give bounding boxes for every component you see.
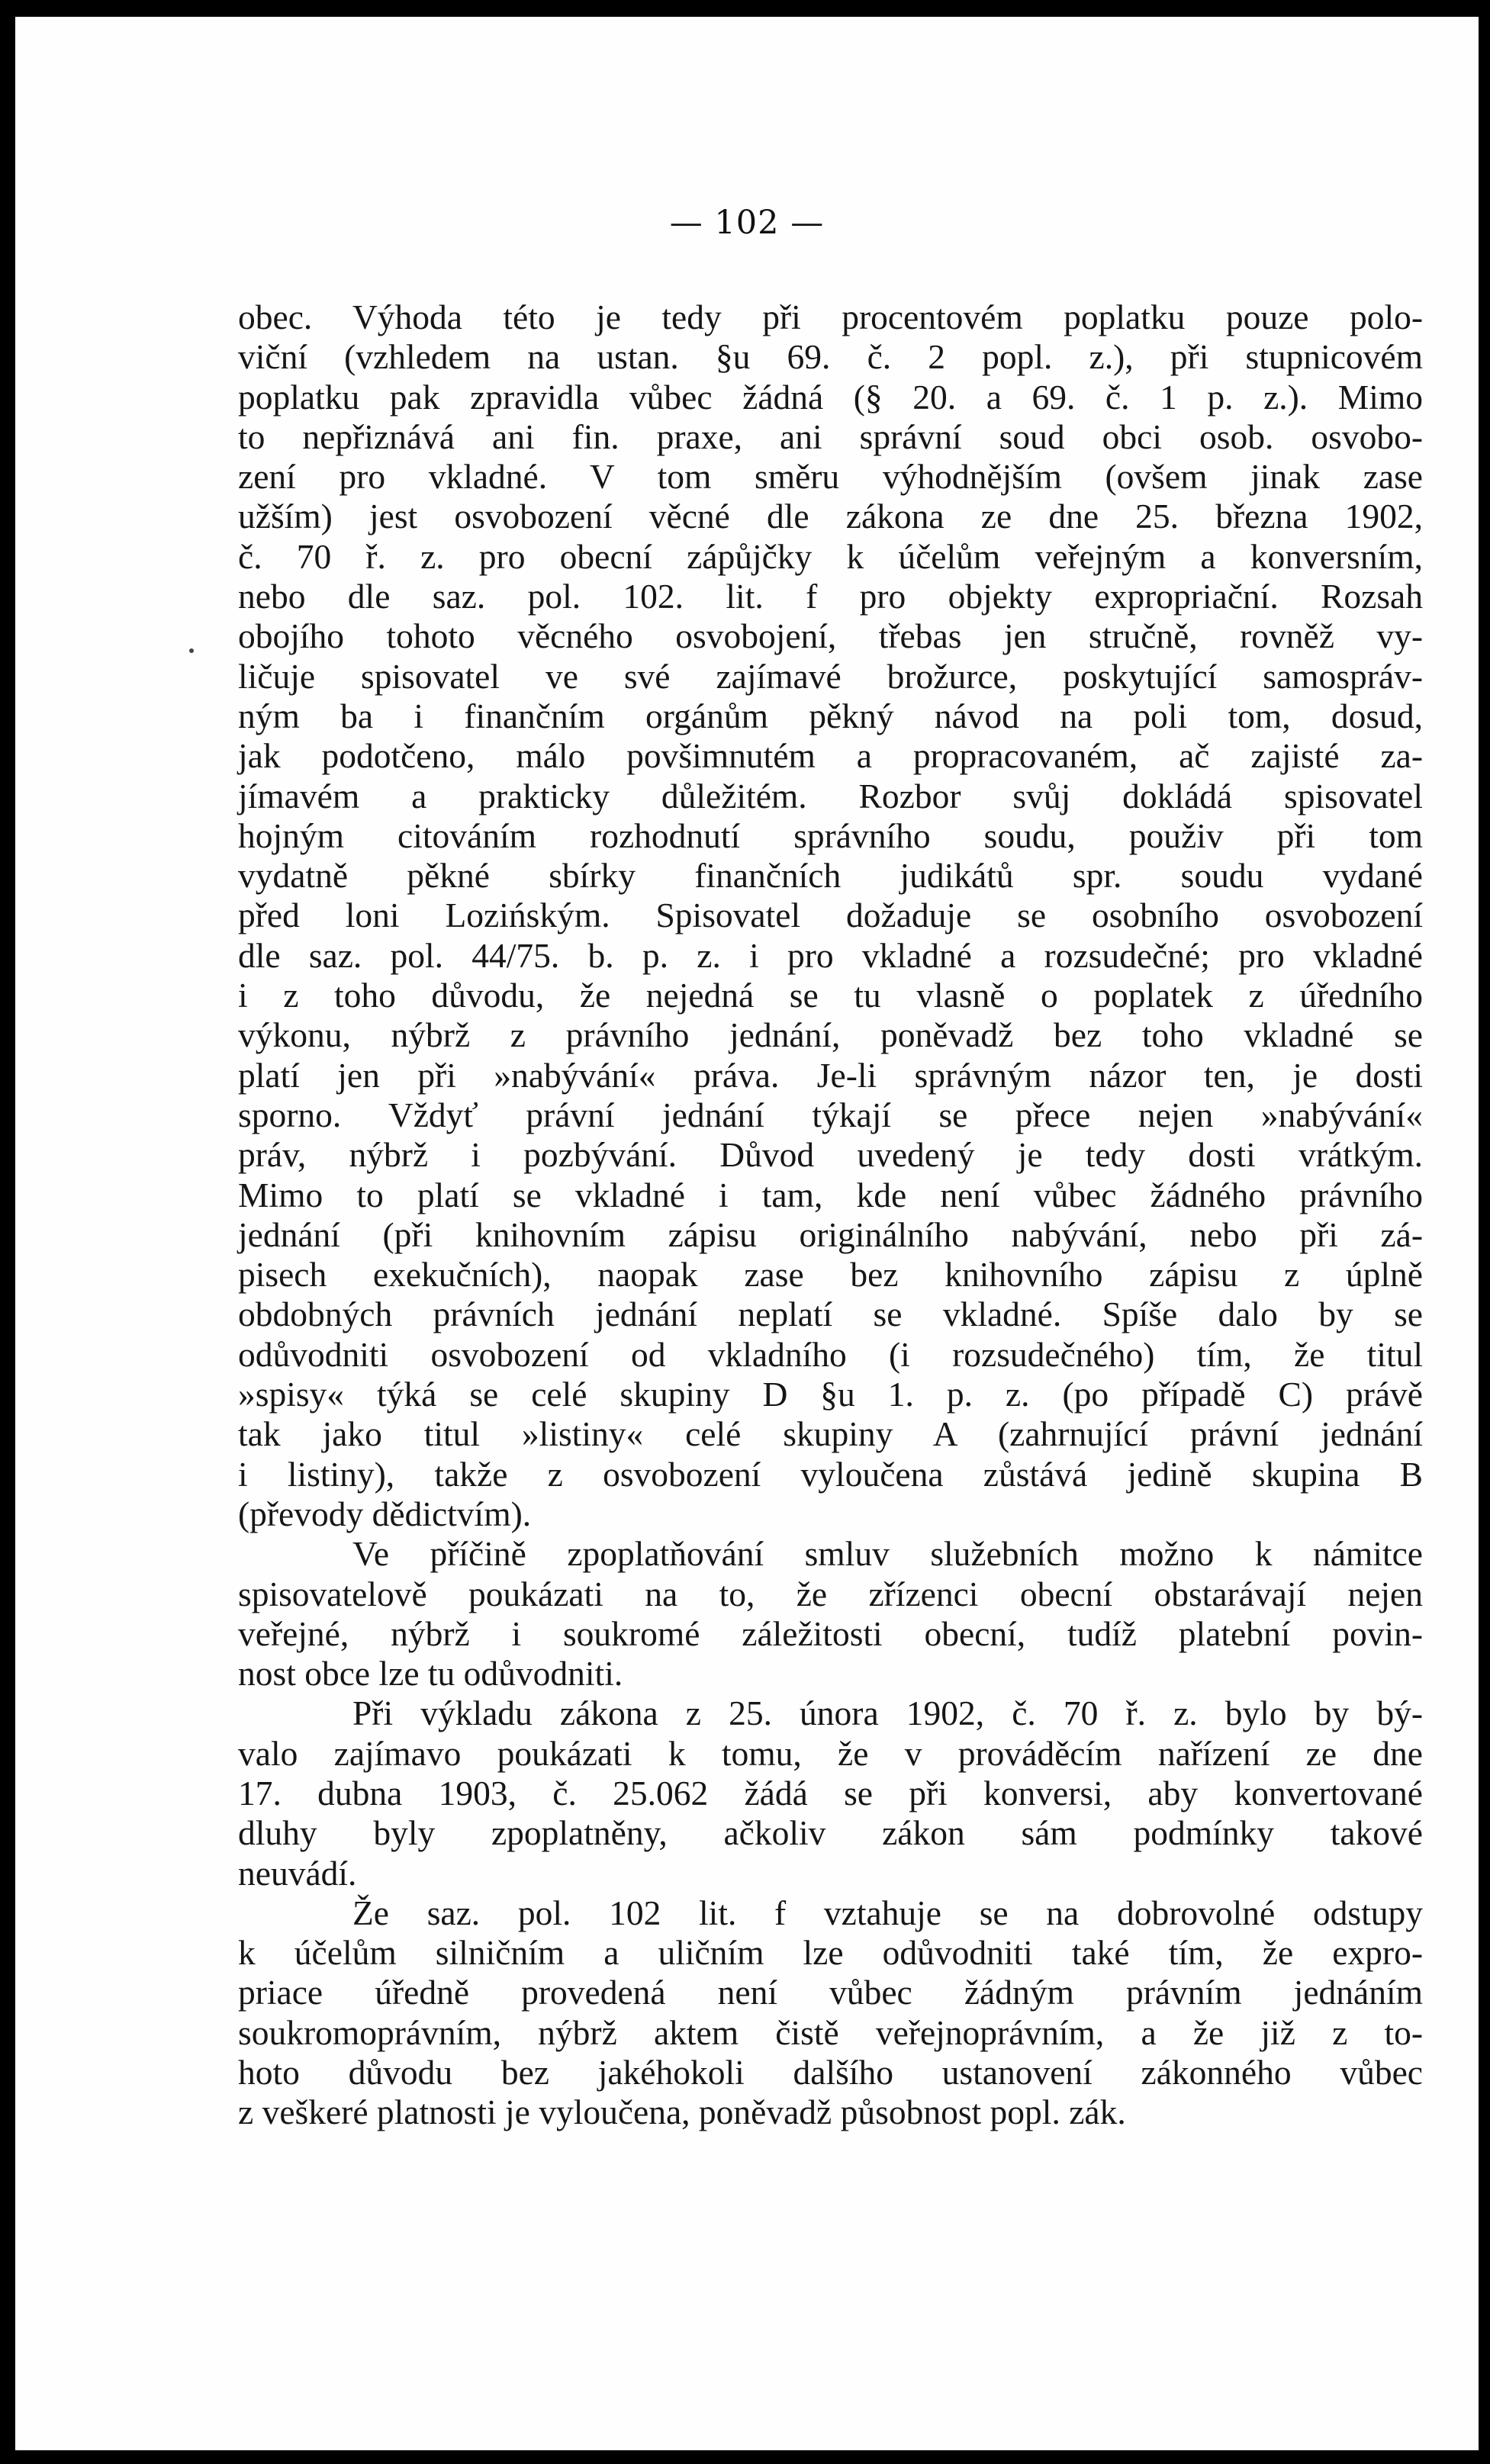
text-line: před loni Lozińským. Spisovatel dožaduje se osobního osvobození (238, 896, 1423, 935)
text-line: vydatně pěkné sbírky finančních judikátů spr. soudu vydané (238, 856, 1423, 896)
text-line: sporno. Vždyť právní jednání týkají se přece nejen »nabývání« (238, 1095, 1423, 1134)
text-line: jak podotčeno, málo povšimnutém a propracovaném, ač zajisté za- (238, 736, 1423, 776)
text-line: Že saz. pol. 102 lit. f vztahuje se na dobrovolné odstupy (352, 1893, 1423, 1932)
text-line: Ve příčině zpoplatňování smluv služebních možno k námitce (352, 1534, 1423, 1574)
text-line: priace úředně provedená není vůbec žádným právním jednáním (238, 1973, 1423, 2012)
paragraph (238, 1893, 1423, 2133)
text-line: ným ba i finančním orgánům pěkný návod na poli tom, dosud, (238, 696, 1423, 735)
text-line: neuvádí. (238, 1853, 357, 1893)
text-line: Mimo to platí se vkladné i tam, kde není vůbec žádného právního (238, 1175, 1423, 1214)
text-line: zení pro vkladné. V tom směru výhodnějším (ovšem jinak zase (238, 457, 1423, 497)
text-line: nebo dle saz. pol. 102. lit. f pro objekty expropriační. Rozsah (238, 577, 1423, 616)
text-line: hoto důvodu bez jakéhokoli dalšího ustanovení zákonného vůbec (238, 2053, 1423, 2092)
text-line: spisovatelově poukázati na to, že zřízenci obecní obstarávají nejen (238, 1574, 1423, 1613)
text-line: viční (vzhledem na ustan. §u 69. č. 2 popl. z.), při stupnicovém (238, 337, 1423, 377)
text-line: obojího tohoto věcného osvobojení, třebas jen stručně, rovněž vy- (238, 616, 1423, 656)
body-text (238, 298, 1423, 2133)
text-line: to nepřiznává ani fin. praxe, ani správní soud obci osob. osvobo- (238, 417, 1423, 456)
paragraph (238, 298, 1423, 1534)
text-line: i listiny), takže z osvobození vyloučena zůstává jedině skupina B (238, 1454, 1423, 1494)
text-line: tak jako titul »listiny« celé skupiny A (zahrnující právní jednání (238, 1414, 1423, 1454)
text-line: pisech exekučních), naopak zase bez knihovního zápisu z úplně (238, 1255, 1423, 1295)
text-line: obec. Výhoda této je tedy při procentovém poplatku pouze polo- (238, 298, 1423, 336)
paragraph (238, 1534, 1423, 1694)
text-line: nost obce lze tu odůvodniti. (238, 1654, 623, 1694)
text-line: veřejné, nýbrž i soukromé záležitosti obecní, tudíž platební povin- (238, 1613, 1423, 1653)
text-line: č. 70 ř. z. pro obecní zápůjčky k účelům veřejným a konversním, (238, 536, 1423, 576)
text-line: (převody dědictvím). (238, 1494, 532, 1533)
text-line: soukromoprávním, nýbrž aktem čistě veřejnoprávním, a že již z to- (238, 2012, 1423, 2052)
text-line: práv, nýbrž i pozbývání. Důvod uvedený je tedy dosti vrátkým. (238, 1135, 1423, 1175)
text-line: jímavém a prakticky důležitém. Rozbor svůj dokládá spisovatel (238, 776, 1423, 815)
scan-speck (189, 648, 194, 653)
paragraph (238, 1694, 1423, 1893)
scanned-page (15, 17, 1479, 2450)
text-line: k účelům silničním a uličním lze odůvodniti také tím, že expro- (238, 1933, 1423, 1973)
text-line: hojným citováním rozhodnutí správního soudu, použiv při tom (238, 815, 1423, 855)
text-line: užším) jest osvobození věcné dle zákona ze dne 25. března 1902, (238, 497, 1423, 536)
text-line: dle saz. pol. 44/75. b. p. z. i pro vkladné a rozsudečné; pro vkladné (238, 935, 1423, 975)
text-line: ličuje spisovatel ve své zajímavé brožurce, poskytující samospráv- (238, 656, 1423, 696)
text-line: Při výkladu zákona z 25. února 1902, č. 70 ř. z. bylo by bý- (352, 1694, 1423, 1733)
text-line: 17. dubna 1903, č. 25.062 žádá se při konversi, aby konvertované (238, 1773, 1423, 1813)
text-line: platí jen při »nabývání« práva. Je-li správným názor ten, je dosti (238, 1055, 1423, 1095)
page-number: — 102 — (669, 204, 825, 242)
text-line: dluhy byly zpoplatněny, ačkoliv zákon sám podmínky takové (238, 1813, 1423, 1853)
text-line: valo zajímavo poukázati k tomu, že v prováděcím nařízení ze dne (238, 1733, 1423, 1773)
text-line: z veškeré platnosti je vyloučena, poněvadž působnost popl. zák. (238, 2092, 1126, 2132)
text-line: jednání (při knihovním zápisu originálního nabývání, nebo při zá- (238, 1214, 1423, 1254)
text-line: »spisy« týká se celé skupiny D §u 1. p. z. (po případě C) právě (238, 1375, 1423, 1414)
text-line: výkonu, nýbrž z právního jednání, poněvadž bez toho vkladné se (238, 1015, 1423, 1055)
text-line: poplatku pak zpravidla vůbec žádná (§ 20. a 69. č. 1 p. z.). Mimo (238, 377, 1423, 417)
text-line: i z toho důvodu, že nejedná se tu vlasně o poplatek z úředního (238, 976, 1423, 1015)
text-line: odůvodniti osvobození od vkladního (i rozsudečného) tím, že titul (238, 1334, 1423, 1374)
text-line: obdobných právních jednání neplatí se vkladné. Spíše dalo by se (238, 1295, 1423, 1334)
